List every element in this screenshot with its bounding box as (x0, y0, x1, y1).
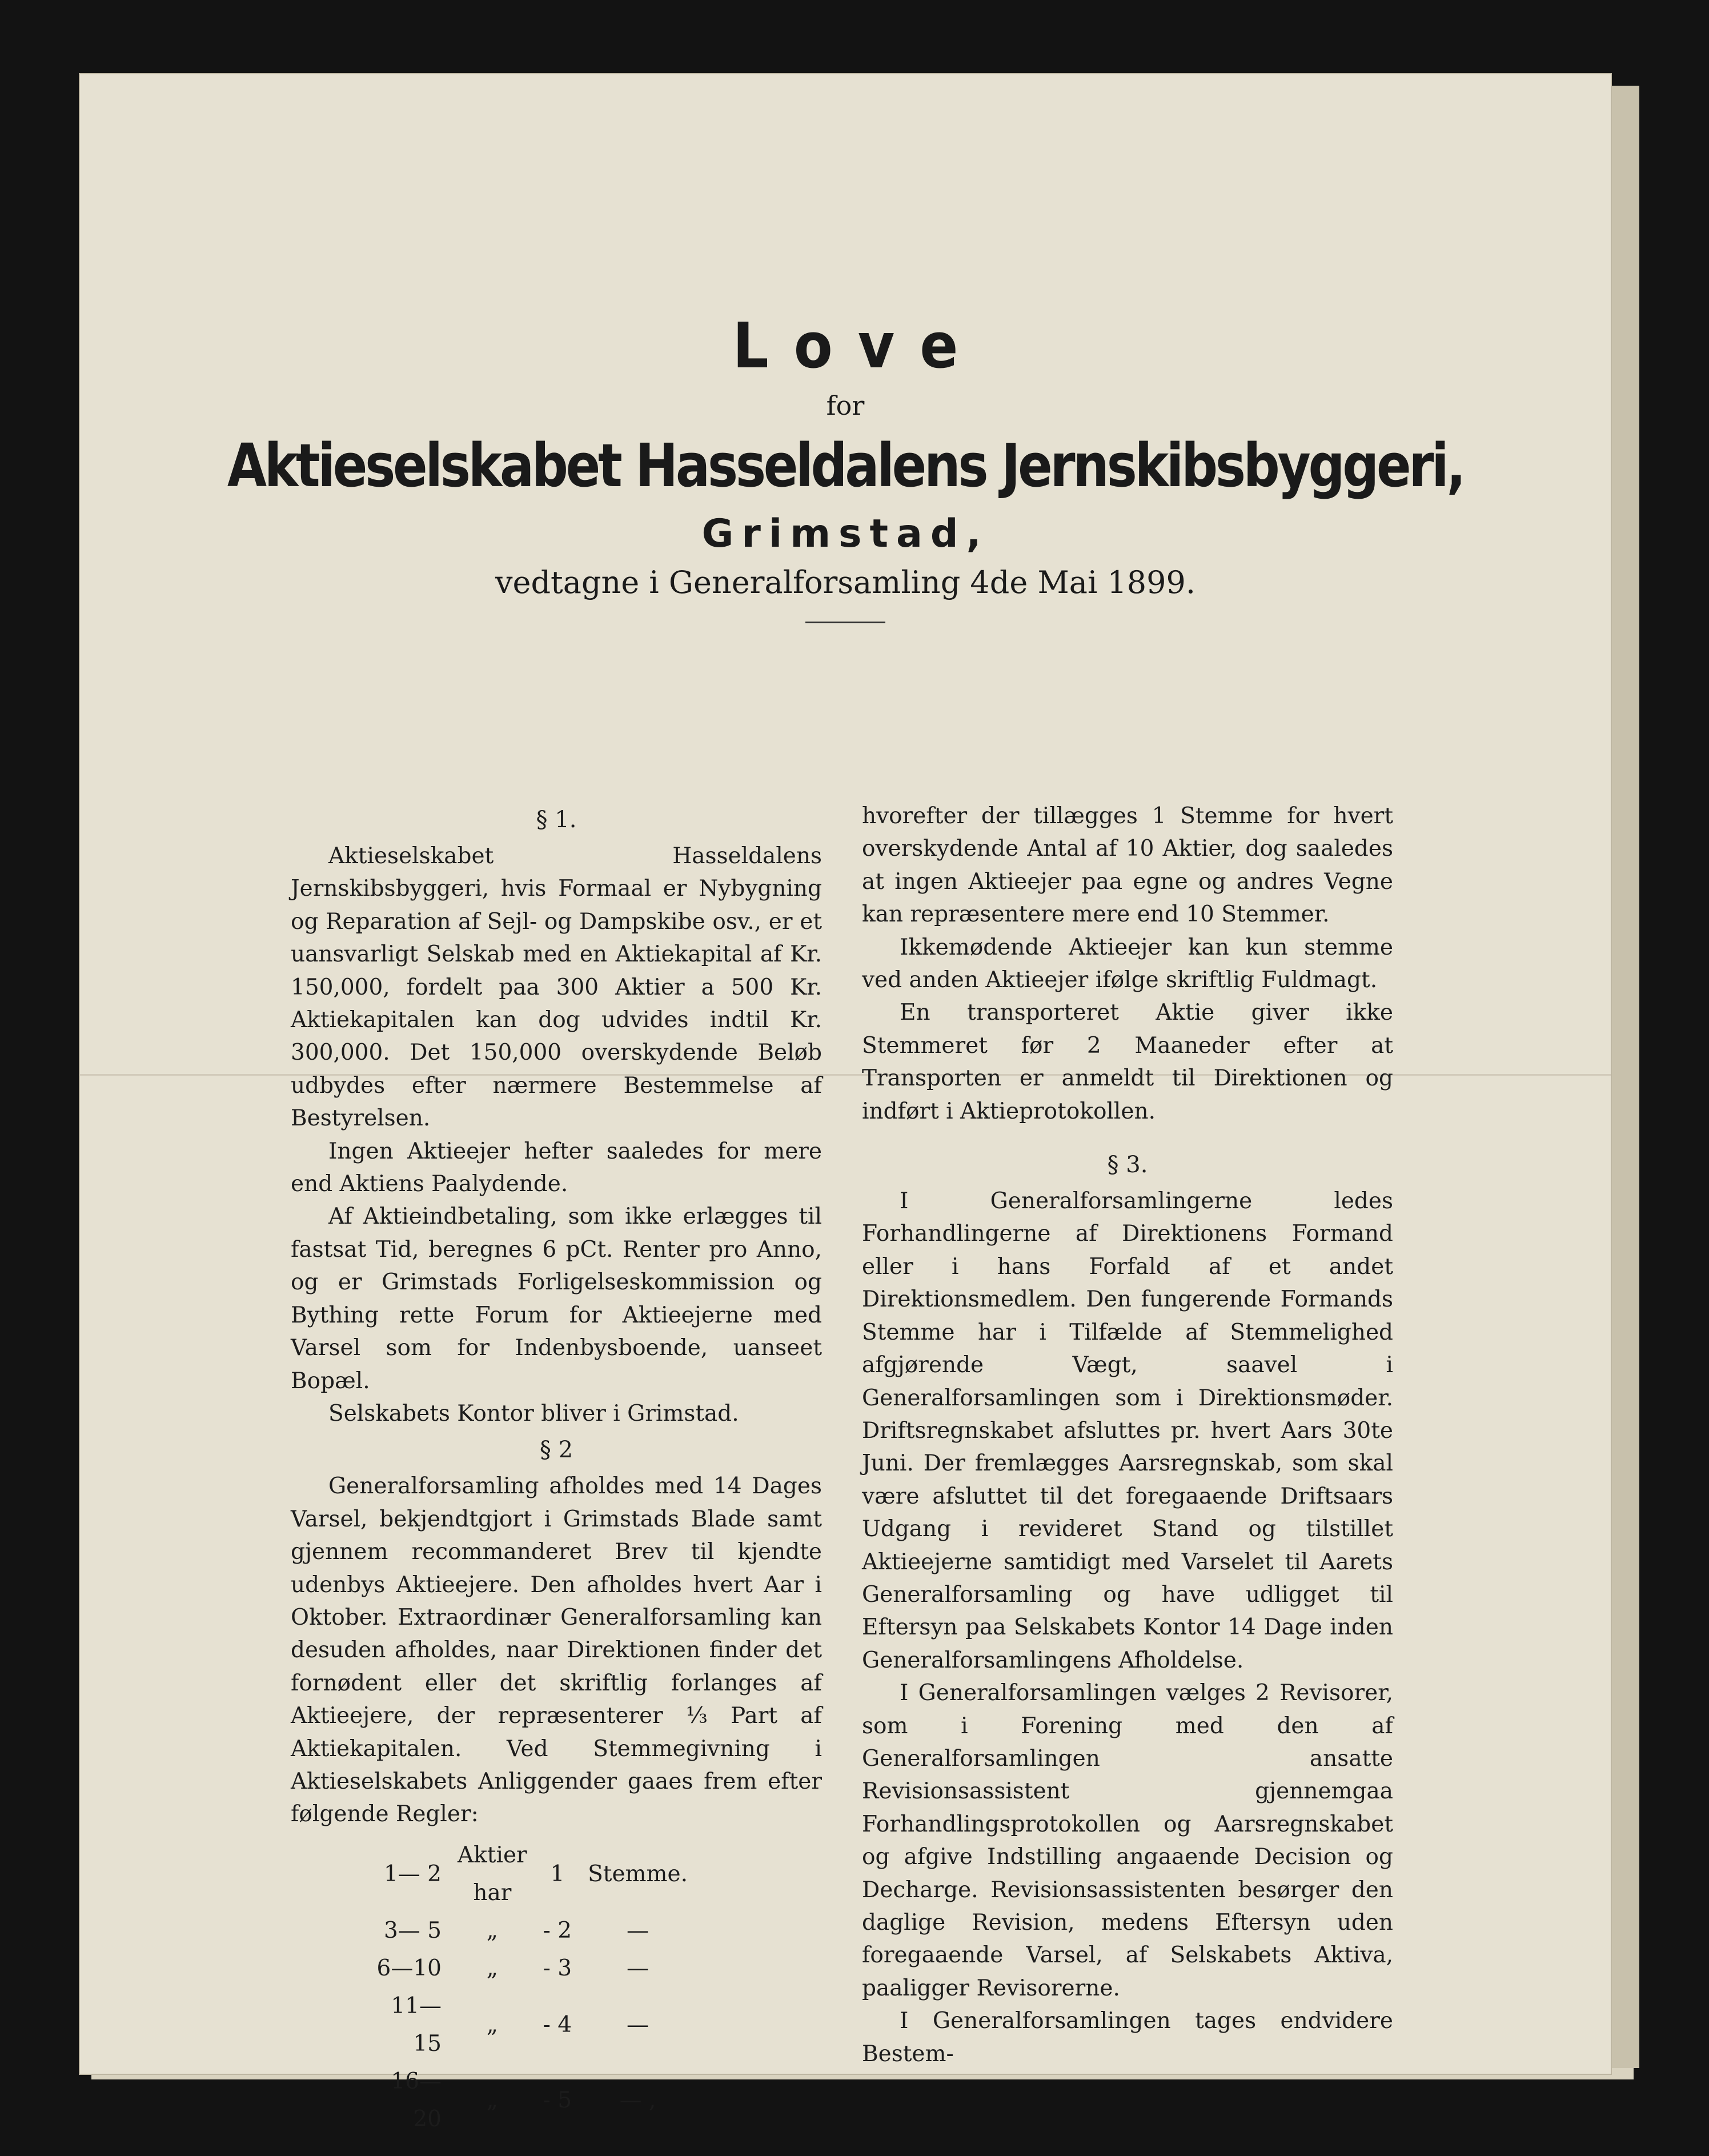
right-column (862, 800, 1393, 2070)
left-column (291, 800, 822, 2138)
title-block (80, 303, 1611, 623)
vote-unit: — , (619, 2087, 656, 2113)
title-love: Love (732, 309, 984, 382)
vote-har: Aktier har (458, 1842, 527, 1906)
title-place: Grimstad, (701, 511, 989, 556)
section-3-paragraph: I Generalforsamlingen vælges 2 Revisorer, som i Forening med den af Generalforsamlingen ansatte Revisionsassistent gjennemgaa Forhandlingsprotokollen og Aarsregnskabet og afgive Indstilling angaaende Decision og Decharge. Revisionsassistenten besørger den daglige Revision, medens Eftersyn uden foregaaende Varsel, af Selskabets Aktiva, paaligger Revisorerne. (862, 1680, 1393, 2001)
section-3-paragraph: I Generalforsamlingen tages endvidere Bestem- (862, 2008, 1393, 2067)
vote-rule-row (359, 1987, 696, 2063)
section-1-paragraph: Af Aktieindbetaling, som ikke erlægges til fastsat Tid, beregnes 6 pCt. Renter pro Anno, og er Grimstads Forligelseskommission og Bything rette Forum for Aktieejerne med Varsel som for Indenbysboende, uanseet Bopæl. (291, 1204, 822, 1394)
vote-count: 1 (550, 1861, 565, 1887)
vote-unit: — (627, 1955, 649, 1981)
section-2-continued-paragraph: Ikkemødende Aktieejer kan kun stemme ved anden Aktieejer ifølge skriftlig Fuldmagt. (862, 934, 1393, 993)
section-2-continued-paragraph: En transporteret Aktie giver ikke Stemmeret før 2 Maaneder efter at Transporten er anmeldt til Direktionen og indført i Aktieprotokollen. (862, 1000, 1393, 1124)
vote-rule-row (359, 1837, 696, 1912)
title-for: for (826, 390, 865, 421)
vote-count: - 5 (543, 2087, 572, 2113)
vote-count: - 3 (543, 1955, 572, 1981)
vote-rules-table (359, 1837, 696, 2138)
vote-unit: — (627, 2011, 649, 2038)
vote-count: - 2 (543, 1917, 572, 1943)
vote-har: „ (486, 2011, 498, 2038)
section-1-paragraph: Ingen Aktieejer hefter saaledes for mere end Aktiens Paalydende. (291, 1138, 822, 1197)
section-2-continued-paragraph: hvorefter der tillægges 1 Stemme for hvert overskydende Antal af 10 Aktier, dog saaledes at ingen Aktieejer paa egne og andres Vegne kan repræsentere mere end 10 Stemmer. (862, 803, 1393, 928)
title-rule (805, 622, 885, 623)
vote-range: 1— 2 (383, 1861, 442, 1887)
vote-har: „ (486, 2087, 498, 2113)
document-page (80, 74, 1611, 2132)
vote-range: 3— 5 (383, 1917, 442, 1943)
section-1-paragraph: Selskabets Kontor bliver i Grimstad. (328, 1400, 739, 1426)
section-3-paragraph: I Generalforsamlingerne ledes Forhandlingerne af Direktionens Formand eller i hans Forfald af et andet Direktionsmedlem. Den fungerende Formands Stemme har i Tilfælde af Stemmelighed afgjørende Vægt, saavel i Generalforsamlingen som i Direktionsmøder. Driftsregnskabet afsluttes pr. hvert Aars 30te Juni. Der fremlægges Aarsregnskab, som skal være afsluttet til det foregaaende Driftsaars Udgang i revideret Stand og tilstillet Aktieejerne samtidigt med Varselet til Aarets Generalforsamling og have udligget til Eftersyn paa Selskabets Kontor 14 Dage inden Generalforsamlingens Afholdelse. (862, 1188, 1393, 1673)
section-1-paragraph: Aktieselskabet Hasseldalens Jernskibsbyggeri, hvis Formaal er Nybygning og Reparation af Sejl- og Dampskibe osv., er et uansvarligt Selskab med en Aktiekapital af Kr. 150,000, fordelt paa 300 Aktier a 500 Kr. Aktiekapitalen kan dog udvides indtil Kr. 300,000. Det 150,000 overskydende Beløb udbydes efter nærmere Bestemmelse af Bestyrelsen. (291, 843, 822, 1132)
vote-rule-row (359, 2063, 696, 2138)
vote-range: 16—20 (391, 2068, 442, 2132)
title-company: Aktieselskabet Hasseldalens Jernskibsbyggeri, (227, 431, 1464, 500)
vote-unit: — (627, 1917, 649, 1943)
vote-count: - 4 (543, 2011, 572, 2038)
vote-range: 6—10 (376, 1955, 442, 1981)
vote-unit: Stemme. (588, 1861, 688, 1887)
title-adopted-date: vedtagne i Generalforsamling 4de Mai 1899. (495, 564, 1196, 600)
section-3-heading: § 3. (1107, 1152, 1148, 1179)
vote-rule-row (359, 1912, 696, 1950)
vote-har: „ (486, 1955, 498, 1981)
section-2-paragraph: Generalforsamling afholdes med 14 Dages Varsel, bekjendtgjort i Grimstads Blade samt gjennem recommanderet Brev til kjendte udenbys Aktieejere. Den afholdes hvert Aar i Oktober. Extraordinær Generalforsamling kan desuden afholdes, naar Direktionen finder det fornødent eller det skriftlig forlanges af Aktieejere, der repræsenterer ⅓ Part af Aktiekapitalen. Ved Stemmegivning i Aktieselskabets Anliggender gaaes frem efter følgende Regler: (291, 1473, 822, 1828)
vote-rule-row (359, 1950, 696, 1987)
section-2-heading: § 2 (539, 1437, 573, 1464)
section-1-heading: § 1. (536, 807, 577, 833)
vote-range: 11—15 (391, 1993, 442, 2057)
vote-har: „ (486, 1917, 498, 1943)
